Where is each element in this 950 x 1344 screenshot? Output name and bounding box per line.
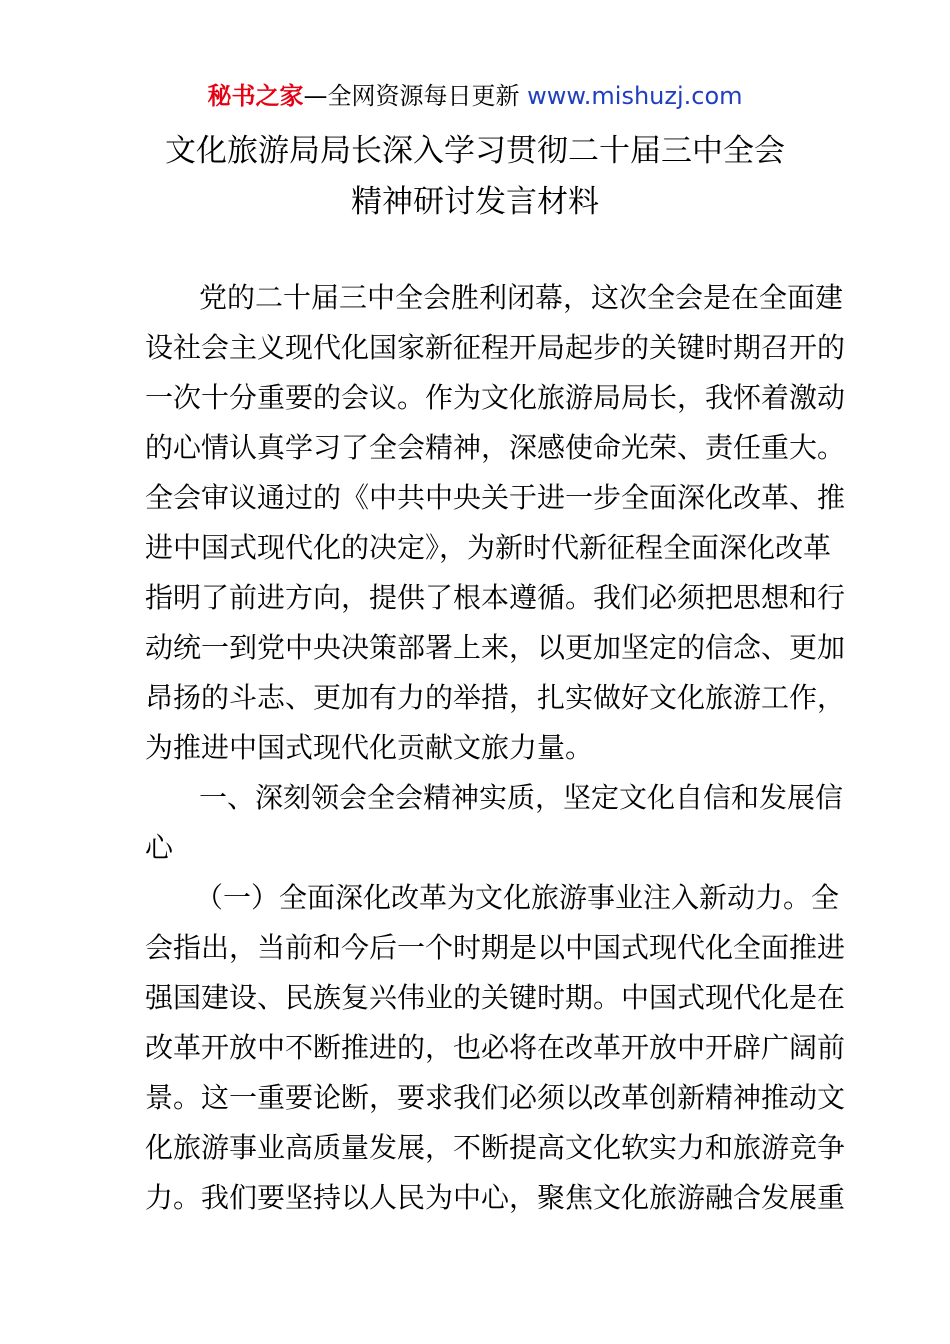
paragraph-line: 指明了前进方向，提供了根本遵循。我们必须把思想和行 xyxy=(145,581,846,614)
paragraph-line: 一次十分重要的会议。作为文化旅游局局长，我怀着激动 xyxy=(145,381,846,414)
section-heading-line: 一、深刻领会全会精神实质，坚定文化自信和发展信 xyxy=(199,781,844,814)
paragraph-line: 为推进中国式现代化贡献文旅力量。 xyxy=(145,731,594,764)
document-title xyxy=(145,126,805,228)
paragraph-line: 全会审议通过的《中共中央关于进一步全面深化改革、推 xyxy=(145,481,846,514)
paragraph-line: 强国建设、民族复兴伟业的关键时期。中国式现代化是在 xyxy=(145,981,846,1014)
paragraph-line: 动统一到党中央决策部署上来，以更加坚定的信念、更加 xyxy=(145,631,846,664)
brand-name: 秘书之家 xyxy=(207,82,304,110)
paragraph-line: 昂扬的斗志、更加有力的举措，扎实做好文化旅游工作， xyxy=(145,681,846,714)
paragraph-line: 改革开放中不断推进的，也必将在改革开放中开辟广阔前 xyxy=(145,1031,846,1064)
paragraph-line: 力。我们要坚持以人民为中心，聚焦文化旅游融合发展重 xyxy=(145,1181,846,1214)
site-url[interactable]: www.mishuzj.com xyxy=(527,82,743,110)
section-heading-line: 心 xyxy=(145,831,174,864)
title-line-2: 精神研讨发言材料 xyxy=(351,184,599,220)
header-tagline: —全网资源每日更新 xyxy=(303,82,528,110)
paragraph-line: 化旅游事业高质量发展，不断提高文化软实力和旅游竞争 xyxy=(145,1131,846,1164)
paragraph-line: 进中国式现代化的决定》，为新时代新征程全面深化改革 xyxy=(145,531,832,564)
paragraph-line: （一）全面深化改革为文化旅游事业注入新动力。全 xyxy=(195,881,840,914)
paragraph-line: 的心情认真学习了全会精神，深感使命光荣、责任重大。 xyxy=(145,431,846,464)
site-header xyxy=(0,80,950,112)
paragraph-line: 会指出，当前和今后一个时期是以中国式现代化全面推进 xyxy=(145,931,846,964)
paragraph-line: 景。这一重要论断，要求我们必须以改革创新精神推动文 xyxy=(145,1081,846,1114)
paragraph-line: 党的二十届三中全会胜利闭幕，这次全会是在全面建 xyxy=(199,281,844,314)
document-body xyxy=(145,273,846,1223)
title-line-1: 文化旅游局局长深入学习贯彻二十届三中全会 xyxy=(165,133,785,169)
paragraph-line: 设社会主义现代化国家新征程开局起步的关键时期召开的 xyxy=(145,331,846,364)
